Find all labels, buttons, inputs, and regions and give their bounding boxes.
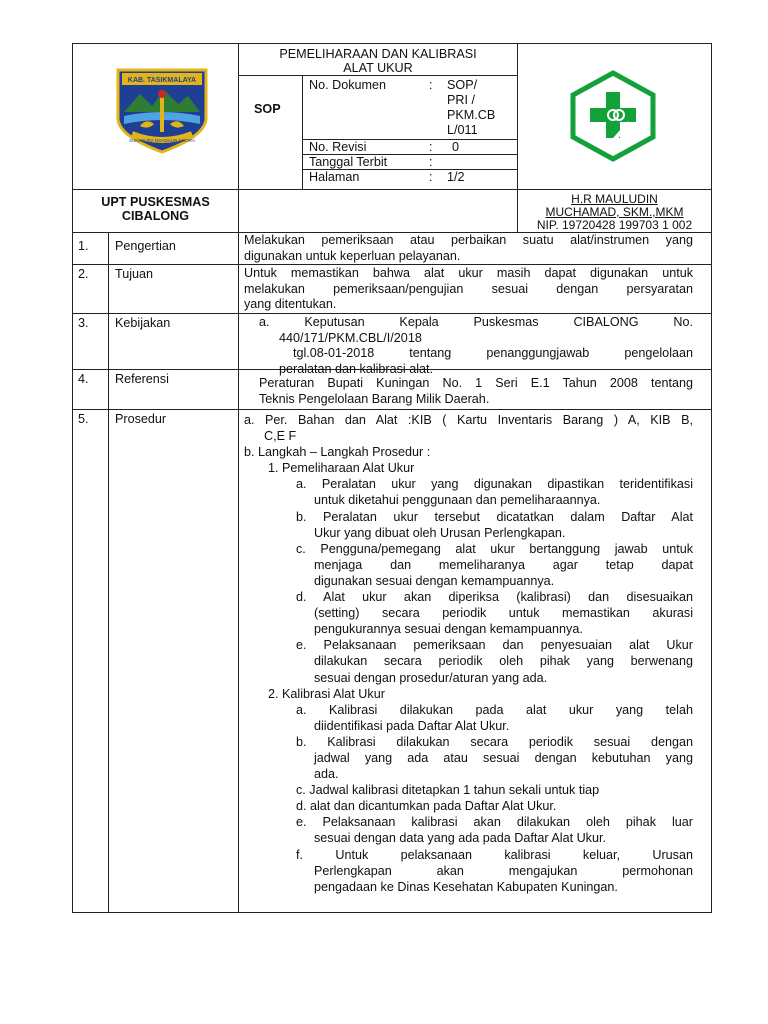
tujuan-text: Untuk memastikan bahwa alat ukur masih dapat digunakan untuk melakukan pemeriksaan/pengujian sesuai dengan persyaratan yang ditentukan. [244, 266, 693, 312]
kabupaten-logo-top-text: KAB. TASIKMALAYA [127, 77, 197, 84]
page-sep: : [429, 170, 433, 184]
org-name-line-1: UPT PUSKESMAS [101, 195, 210, 209]
document-title-line-2: ALAT UKUR [343, 61, 413, 75]
row-label-kebijakan: Kebijakan [115, 316, 171, 330]
issue-date-label: Tanggal Terbit [309, 155, 388, 169]
row-number: 1. [78, 239, 89, 253]
row-label-tujuan: Tujuan [115, 267, 154, 281]
row-label-referensi: Referensi [115, 372, 169, 386]
signer-nip: NIP. 19720428 199703 1 002 [536, 218, 693, 232]
pengertian-text: Melakukan pemeriksaan atau perbaikan suatu alat/instrumen yang digunakan untuk keperluan pelayanan. [244, 233, 693, 263]
signer-name-line-2: MUCHAMAD, SKM.,MKM [545, 205, 684, 219]
row-number: 5. [78, 412, 89, 426]
doc-number-sep: : [429, 78, 433, 92]
doc-number-label: No. Dokumen [309, 78, 386, 92]
kabupaten-logo-bottom-text: SUKAPURA NGADAUN NGORA [128, 138, 196, 143]
doc-number-value-1: SOP/ [447, 78, 478, 92]
page-value: 1/2 [447, 170, 465, 184]
signer-name-line-1: H.R MAULUDIN [571, 192, 658, 206]
page-label: Halaman [309, 170, 360, 184]
kebijakan-text: a. Keputusan Kepala Puskesmas CIBALONG No. 440/171/PKM.CBL/I/2018 tgl.08-01-2018 tentang penanggungjawab pengelolaan peralatan dan kalibrasi alat. [259, 315, 693, 376]
row-number: 4. [78, 372, 89, 386]
row-label-pengertian: Pengertian [115, 239, 176, 253]
revision-value: 0 [452, 140, 460, 154]
issue-date-sep: : [429, 155, 433, 169]
prosedur-text: a. Per. Bahan dan Alat :KIB ( Kartu Inventaris Barang ) A, KIB B, C,E F b. Langkah – Langkah Prosedur : 1. Pemeliharaan Alat Ukur a. Peralatan ukur yang digunakan dipastikan teridentifikasi untuk diketahui penggunaan dan pemeliharaannya. b. Peralatan ukur tersebut dicatatkan dalam Daftar Alat Ukur yang dibuat oleh Urusan Perlengkapan. c. Pengguna/pemegang alat ukur bertanggung jawab untuk menjaga dan memeliharanya agar tetap dapat digunakan sesuai dengan kemampuannya. d. Alat ukur akan diperiksa (kalibrasi) dan disesuaikan (setting) secara periodik untuk memastikan akurasi pengukurannya sesuai dengan kemampuannya. e. Pelaksanaan pemeriksaan dan penyesuaian alat Ukur dilakukan secara periodik oleh pihak yang berwenang sesuai dengan prosedur/aturan yang ada. 2. Kalibrasi Alat Ukur a. Kalibrasi dilakukan pada alat ukur yang telah diidentifikasi pada Daftar Alat Ukur. b. Kalibrasi dilakukan secara periodik sesuai dengan jadwal yang ada atau sesuai dengan kebutuhan yang ada. c. Jadwal kalibrasi ditetapkan 1 tahun sekali untuk tiap d. alat dan dicantumkan pada Daftar Alat Ukur. e. Pelaksanaan kalibrasi akan dilakukan oleh pihak luar sesuai dengan data yang ada pada Daftar Alat Ukur. f. Untuk pelaksanaan kalibrasi keluar, Urusan Perlengkapan akan mengajukan permohonan pengadaan ke Dinas Kesehatan Kabupaten Kuningan. [244, 413, 693, 894]
referensi-text: Peraturan Bupati Kuningan No. 1 Seri E.1 Tahun 2008 tentang Teknis Pengelolaan Barang Milik Daerah. [259, 376, 693, 406]
sop-label: SOP [254, 102, 281, 116]
document-title-line-1: PEMELIHARAAN DAN KALIBRASI [279, 47, 477, 61]
doc-number-value-4: L/011 [447, 123, 478, 137]
doc-number-value-2: PRI / [447, 93, 475, 107]
row-number: 2. [78, 267, 89, 281]
doc-number-value-3: PKM.CB [447, 108, 496, 122]
org-name-line-2: CIBALONG [121, 209, 190, 223]
row-number: 3. [78, 316, 89, 330]
revision-sep: : [429, 140, 433, 154]
row-label-prosedur: Prosedur [115, 412, 167, 426]
revision-label: No. Revisi [309, 140, 367, 154]
kabupaten-logo-icon [114, 64, 210, 156]
puskesmas-logo-icon [568, 70, 658, 162]
